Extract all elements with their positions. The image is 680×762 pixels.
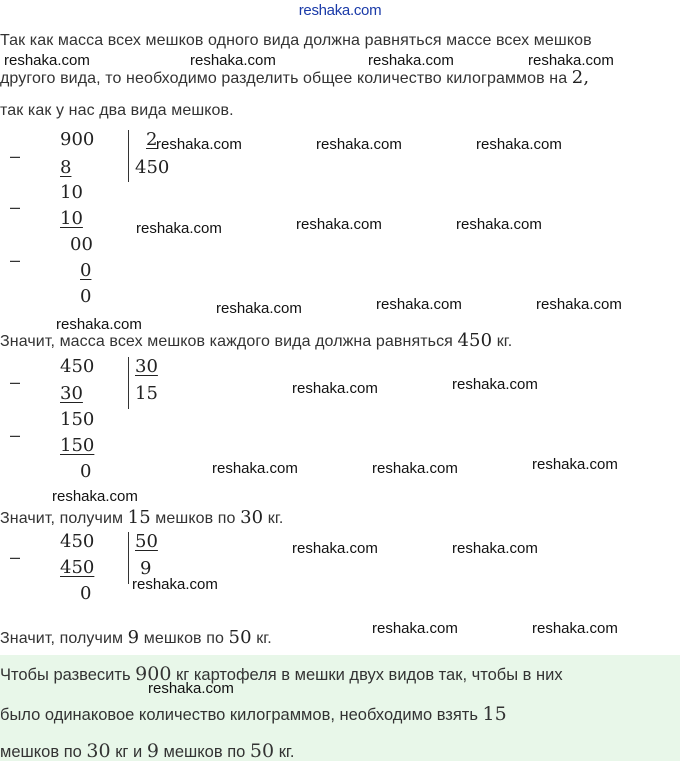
answer-text: мешков по (163, 743, 246, 761)
quotient: 9 (140, 558, 152, 579)
divisor: 2 (146, 129, 158, 150)
watermark: reshaka.com (368, 52, 454, 69)
conclusion-line-2 (0, 507, 283, 528)
intro-line-1: Так как масса всех мешков одного вида должна равняться массе всех мешков (0, 32, 592, 49)
answer-number: 15 (482, 703, 507, 725)
watermark: reshaka.com (296, 216, 382, 233)
subtrahend: 150 (60, 435, 95, 456)
watermark: reshaka.com (292, 380, 378, 397)
watermark: reshaka.com (52, 488, 138, 505)
watermark: reshaka.com (292, 540, 378, 557)
watermark: reshaka.com (372, 460, 458, 477)
minus-sign: – (10, 250, 21, 270)
watermark: reshaka.com (532, 620, 618, 637)
answer-line-3 (0, 740, 295, 762)
subtrahend: 10 (60, 208, 83, 229)
watermark: reshaka.com (212, 460, 298, 477)
remainder: 10 (60, 182, 83, 203)
conclusion-text: мешков по (155, 510, 236, 527)
watermark: reshaka.com (476, 136, 562, 153)
watermark: reshaka.com (4, 52, 90, 69)
final-remainder: 0 (80, 286, 92, 307)
watermark: reshaka.com (216, 300, 302, 317)
bag-weight: 30 (240, 507, 264, 528)
subtrahend: 8 (60, 157, 72, 178)
minus-sign: – (10, 547, 21, 567)
intro-line-3: так как у нас два вида мешков. (0, 102, 234, 119)
answer-number: 900 (135, 663, 172, 685)
answer-line-1 (0, 663, 563, 685)
answer-line-2 (0, 703, 507, 725)
conclusion-text: Значит, получим (0, 630, 124, 647)
watermark: reshaka.com (190, 52, 276, 69)
watermark: reshaka.com (372, 620, 458, 637)
watermark: reshaka.com (132, 576, 218, 593)
division-bar (128, 130, 129, 182)
bag-count: 9 (127, 627, 140, 648)
conclusion-number: 450 (457, 330, 493, 351)
answer-text: кг картофеля в мешки двух видов так, чтобы в них (176, 666, 563, 684)
dividend: 450 (60, 356, 95, 377)
dividend: 900 (60, 129, 95, 150)
watermark: reshaka.com (532, 456, 618, 473)
bag-count: 15 (127, 507, 151, 528)
conclusion-unit: кг. (256, 630, 272, 647)
minus-sign: – (10, 372, 21, 392)
division-bar (128, 532, 129, 584)
conclusion-unit: кг. (267, 510, 284, 527)
answer-text: кг. (278, 743, 295, 761)
minus-sign: – (10, 425, 21, 445)
watermark: reshaka.com (56, 316, 142, 333)
minus-sign: – (10, 197, 21, 217)
answer-number: 30 (86, 740, 111, 762)
division-bar (128, 357, 129, 409)
divisor: 30 (135, 356, 158, 377)
answer-number: 50 (249, 740, 275, 762)
watermark: reshaka.com (316, 136, 402, 153)
site-header: reshaka.com (298, 2, 382, 19)
answer-text: мешков по (0, 743, 82, 761)
answer-number: 9 (146, 740, 159, 762)
conclusion-text: мешков по (143, 630, 224, 647)
subtrahend: 0 (80, 260, 92, 281)
final-remainder: 0 (80, 461, 92, 482)
conclusion-line-3 (0, 627, 272, 648)
subtrahend: 450 (60, 557, 95, 578)
watermark: reshaka.com (136, 220, 222, 237)
conclusion-text: Значит, получим (0, 510, 124, 527)
conclusion-line-1 (0, 330, 512, 351)
quotient: 15 (135, 383, 158, 404)
watermark: reshaka.com (452, 376, 538, 393)
watermark: reshaka.com (536, 296, 622, 313)
remainder: 00 (70, 234, 93, 255)
conclusion-unit: кг. (496, 333, 513, 350)
minus-sign: – (10, 146, 21, 166)
bag-weight: 50 (228, 627, 252, 648)
conclusion-text: Значит, масса всех мешков каждого вида должна равняться (0, 333, 453, 350)
dividend: 450 (60, 531, 95, 552)
answer-text: Чтобы развесить (0, 666, 131, 684)
intro-line-2 (0, 67, 589, 88)
answer-text: кг и (115, 743, 143, 761)
remainder: 150 (60, 409, 95, 430)
divisor: 50 (135, 531, 158, 552)
watermark: reshaka.com (156, 136, 242, 153)
quotient: 450 (135, 157, 170, 178)
answer-text: было одинаковое количество килограммов, необходимо взять (0, 706, 478, 724)
intro-line-2-text: другого вида, то необходимо разделить общее количество килограммов на (0, 70, 568, 87)
watermark: reshaka.com (452, 540, 538, 557)
watermark: reshaka.com (456, 216, 542, 233)
divisor-two: 2, (571, 67, 590, 88)
watermark: reshaka.com (148, 680, 234, 697)
watermark: reshaka.com (376, 296, 462, 313)
subtrahend: 30 (60, 383, 83, 404)
final-remainder: 0 (80, 583, 92, 604)
watermark: reshaka.com (528, 52, 614, 69)
